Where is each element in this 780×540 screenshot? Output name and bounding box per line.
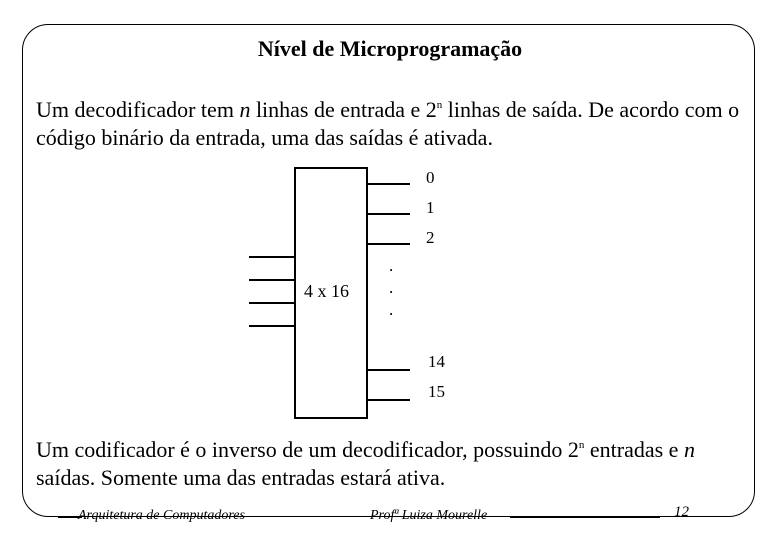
footer-rule-right [510, 517, 660, 518]
decoder-paragraph: Um decodificador tem n linhas de entrada e 2$^n$ linhas de saída. De acordo com o código binário da entrada, uma das saídas é ativada. [36, 97, 740, 150]
page-number: 12 [674, 504, 689, 520]
encoder-paragraph: Um codificador é o inverso de um decodificador, possuindo 2$^n$ entradas e n saídas. Somente uma das entradas estará ativa. [36, 437, 695, 490]
output-label-14: 14 [428, 352, 445, 371]
decoder-box-label: 4 x 16 [304, 281, 349, 301]
footer-course: Arquitetura de Computadores [78, 508, 245, 523]
output-label-15: 15 [428, 382, 445, 401]
ellipsis-dot-3: . [389, 300, 394, 319]
output-label-0: 0 [426, 168, 435, 187]
footer-author: Profª Luiza Mourelle [370, 508, 488, 523]
output-label-1: 1 [426, 198, 435, 217]
ellipsis-dot-2: . [389, 278, 394, 297]
ellipsis-dot-1: . [389, 256, 394, 275]
output-label-2: 2 [426, 228, 435, 247]
slide-title: Nível de Microprogramação [257, 36, 523, 61]
